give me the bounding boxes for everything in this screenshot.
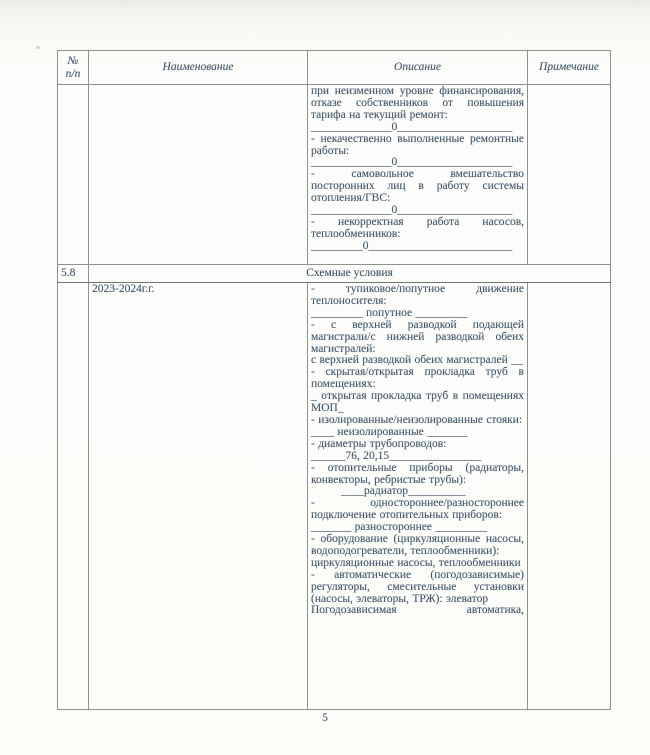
description-line: - изолированные/неизолированные стояки: bbox=[311, 413, 523, 426]
row-number-cell bbox=[58, 85, 89, 265]
description-line: - одностороннее/разностороннее подключение отопительных приборов: bbox=[311, 497, 524, 522]
table-row-schematic bbox=[58, 283, 611, 710]
table-header-row bbox=[58, 51, 611, 85]
column-header-num bbox=[58, 51, 89, 85]
description-line: - автоматические (погодозависимые) регуляторы, смесительные установки (насосы, элеваторы, ТРЖ): элеватор bbox=[311, 568, 524, 605]
description-line: с верхней разводкой обеих магистралей __ bbox=[311, 354, 523, 367]
description-line: - скрытая/открытая прокладка труб в помещениях: bbox=[311, 366, 524, 391]
description-cell bbox=[308, 85, 528, 265]
description-cell bbox=[308, 283, 528, 710]
row-number-cell bbox=[58, 283, 89, 710]
description-line: ______________0____________________ bbox=[311, 120, 513, 133]
description-line: ______________0____________________ bbox=[311, 204, 513, 217]
page-number: 5 bbox=[322, 712, 328, 724]
name-cell bbox=[89, 85, 308, 265]
note-cell bbox=[528, 85, 611, 265]
description-line: - тупиковое/попутное движение теплоносителя: bbox=[311, 283, 524, 307]
description-line: - диаметры трубопроводов: bbox=[311, 437, 447, 450]
section-number-cell: 5.8 bbox=[58, 265, 89, 283]
column-header-note: Примечание bbox=[528, 51, 611, 85]
section-title-cell: Схемные условия bbox=[89, 265, 611, 283]
description-line: - отопительные приборы (радиаторы, конвекторы, ребристые трубы): bbox=[311, 461, 524, 486]
description-line: ____радиатор__________ bbox=[341, 485, 466, 498]
description-lines bbox=[311, 86, 524, 253]
description-line: - оборудование (циркуляционные насосы, водоподогреватели, теплообменники): bbox=[311, 533, 524, 557]
column-header-num-line2: п/п bbox=[65, 67, 81, 80]
description-line: _________0_________________________ bbox=[311, 239, 513, 252]
description-line: - некорректная работа насосов, теплообменников: bbox=[311, 215, 524, 240]
description-line: ______76, 20,15________________ bbox=[311, 449, 482, 462]
description-line: Погодозависимая автоматика, bbox=[311, 604, 524, 617]
scan-speck bbox=[36, 46, 40, 49]
description-line: _________ попутное _________ bbox=[311, 306, 468, 319]
description-line: при неизменном уровне финансирования, отказе собственников от повышения тарифа на текущий ремонт: bbox=[311, 85, 524, 121]
description-line: ______________0____________________ bbox=[311, 156, 513, 169]
description-line: - некачественно выполненные ремонтные работы: bbox=[311, 132, 524, 157]
description-line: ____ неизолированные _______ bbox=[311, 425, 468, 438]
column-header-name: Наименование bbox=[89, 51, 308, 85]
conditions-table bbox=[57, 50, 611, 710]
description-line: - с верхней разводкой подающей магистрали/с нижней разводкой обеих магистралей: bbox=[311, 318, 524, 355]
column-header-num-line1: № bbox=[67, 55, 79, 67]
description-line: _______ разностороннее _________ bbox=[311, 521, 488, 534]
table-row-continuation bbox=[58, 85, 611, 265]
name-cell: 2023-2024г.г. bbox=[89, 283, 308, 710]
description-line: _ открытая прокладка труб в помещениях МОП_ bbox=[311, 390, 524, 415]
description-line: циркуляционные насосы, теплообменники bbox=[311, 556, 521, 569]
note-cell bbox=[528, 283, 611, 710]
table-row-section-5-8 bbox=[58, 265, 611, 283]
description-lines bbox=[311, 284, 524, 617]
column-header-description: Описание bbox=[308, 51, 528, 85]
description-line: - самовольное вмешательство посторонних лиц в работу системы отопления/ГВС: bbox=[311, 168, 524, 205]
